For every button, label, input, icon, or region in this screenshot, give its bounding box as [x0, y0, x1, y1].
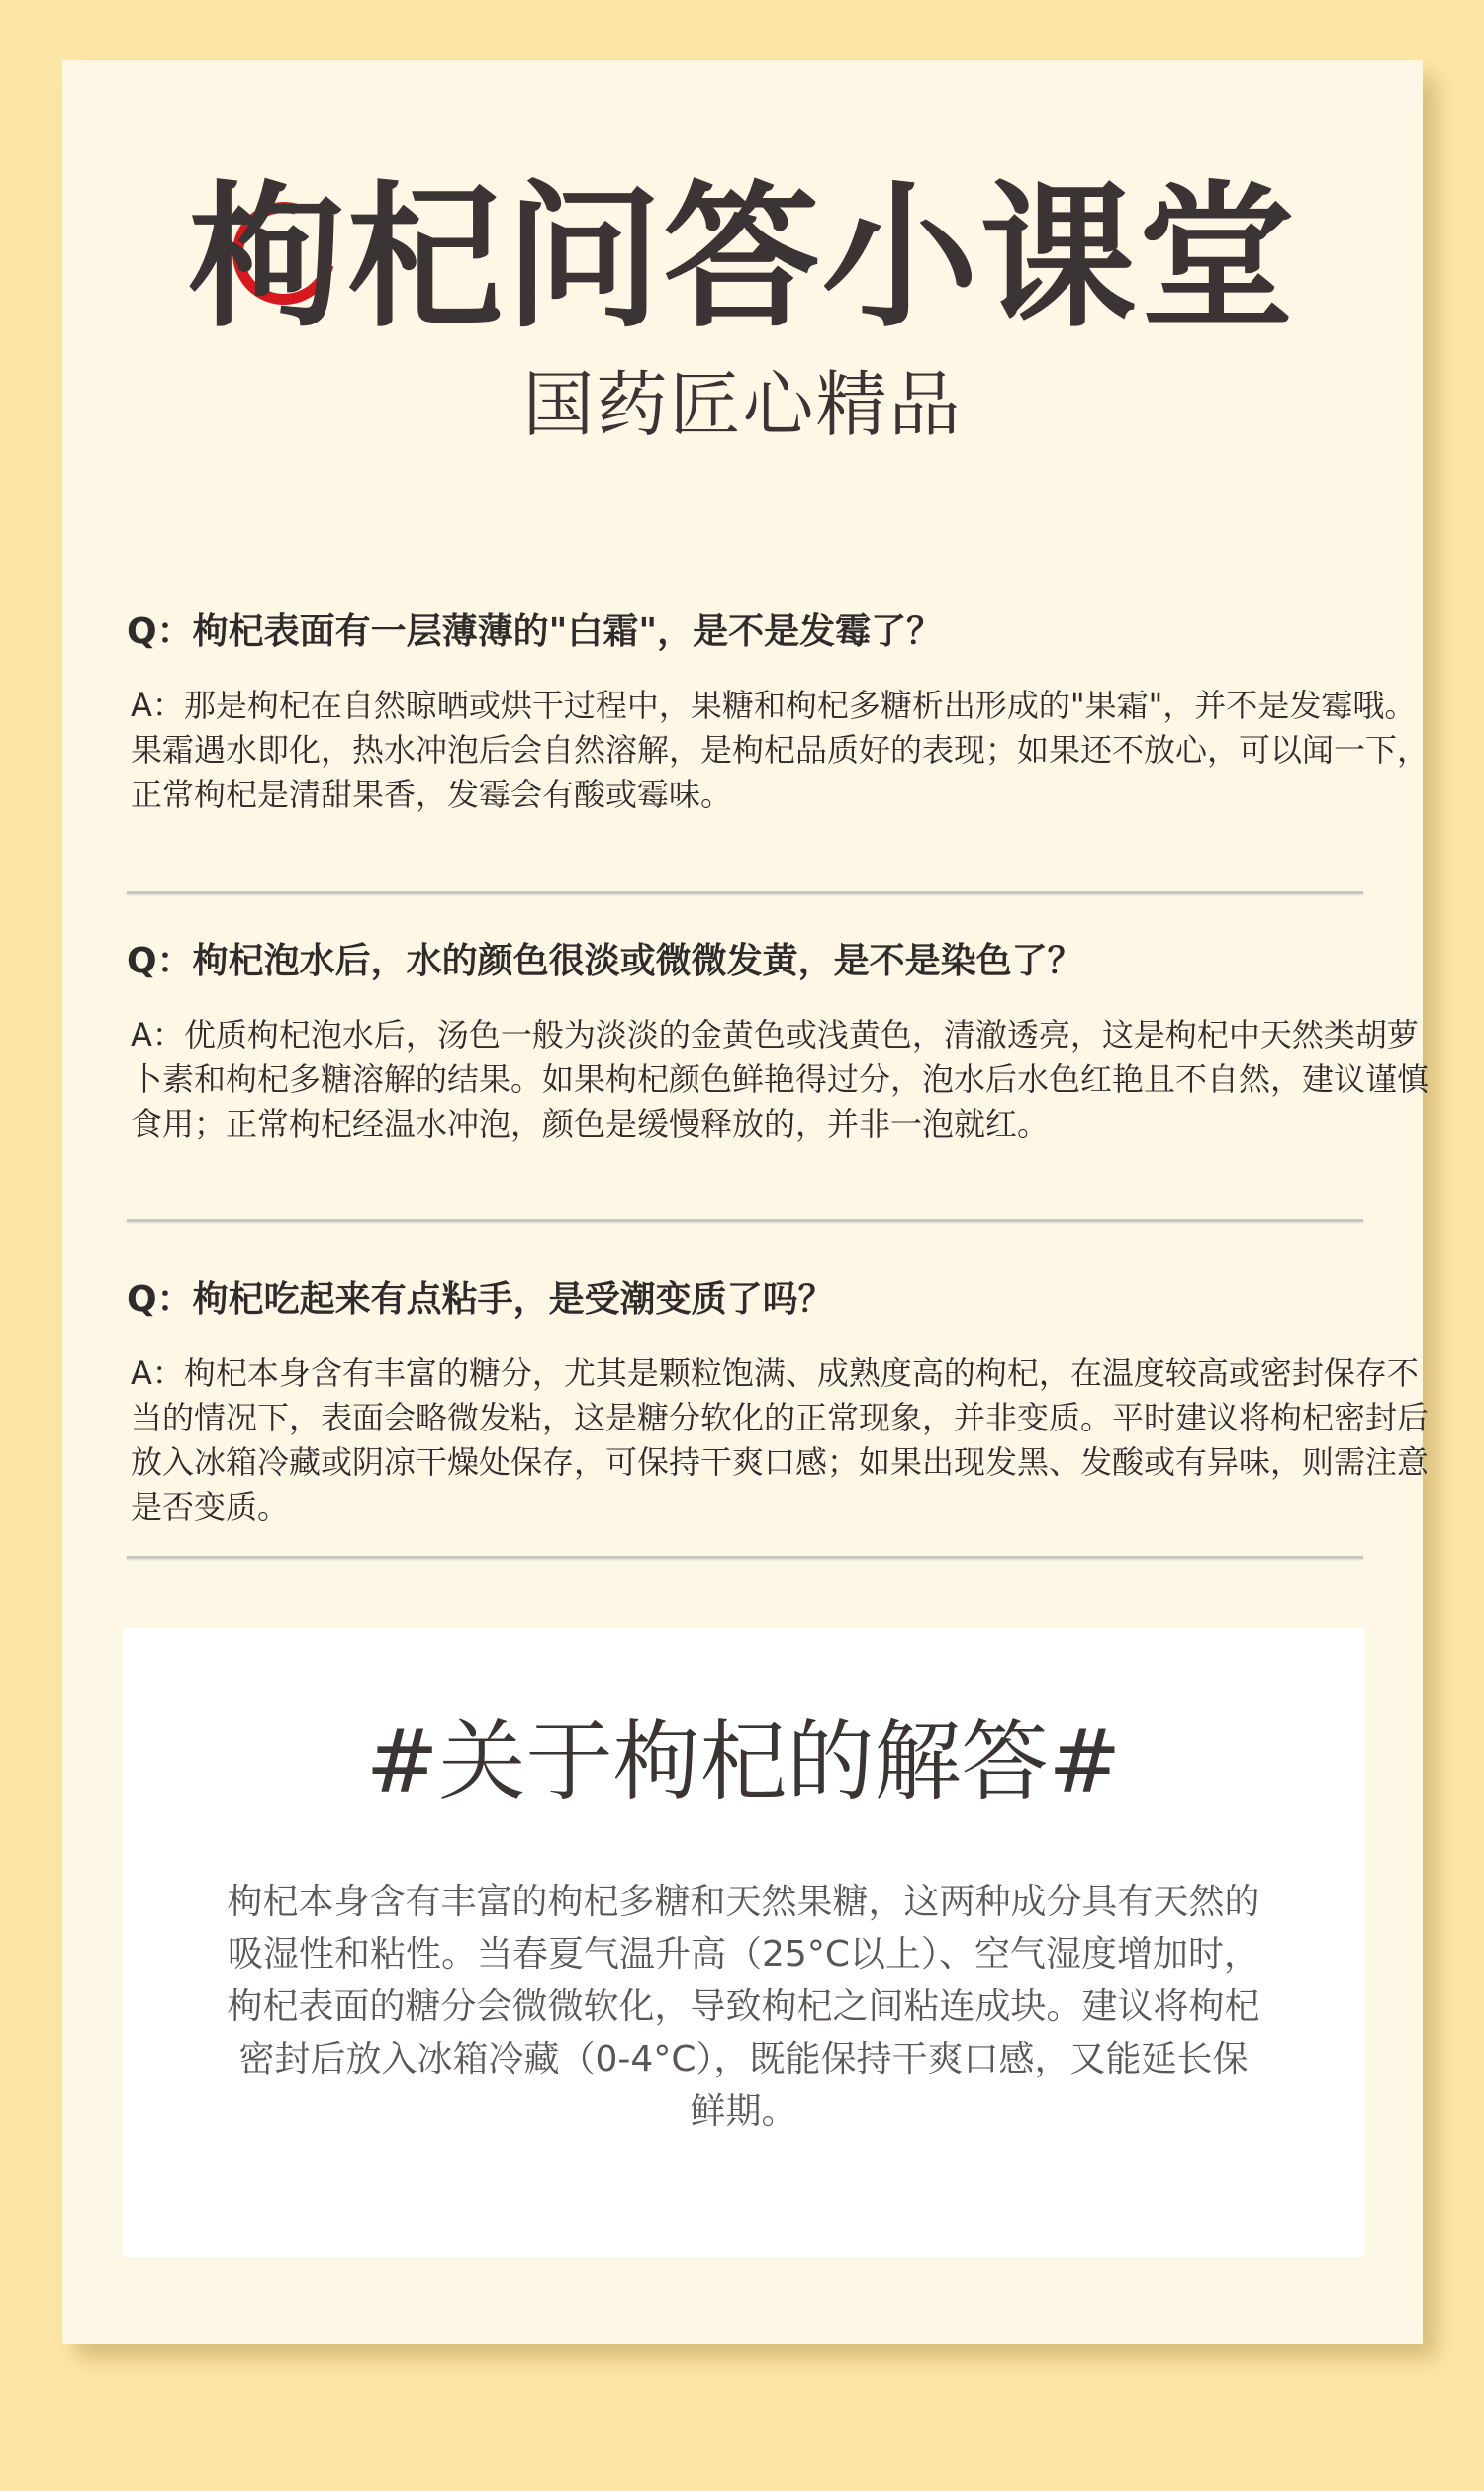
qa-item-2	[127, 934, 1438, 1147]
answer-section-title: #关于枸杞的解答#	[365, 1710, 1122, 1812]
answer-3: A：枸杞本身含有丰富的糖分，尤其是颗粒饱满、成熟度高的枸杞，在温度较高或密封保存不当的情况下，表面会略微发粘，这是糖分软化的正常现象，并非变质。平时建议将枸杞密封后放入冰箱冷藏或阴凉干燥处保存，可保持干爽口感；如果出现发黑、发酸或有异味，则需注意是否变质。	[131, 1354, 1430, 1525]
header	[62, 159, 1423, 357]
divider-3	[127, 1556, 1363, 1559]
qa-item-1	[127, 604, 1438, 817]
question-2: Q：枸杞泡水后，水的颜色很淡或微微发黄，是不是染色了？	[127, 941, 1083, 981]
page-title: 枸杞问答小课堂	[188, 167, 1297, 349]
divider-1	[127, 891, 1363, 894]
question-3: Q：枸杞吃起来有点粘手，是受潮变质了吗？	[127, 1279, 834, 1320]
content-card	[62, 60, 1430, 2344]
answer-2: A：优质枸杞泡水后，汤色一般为淡淡的金黄色或浅黄色，清澈透亮，这是枸杞中天然类胡萝卜素和枸杞多糖溶解的结果。如果枸杞颜色鲜艳得过分，泡水后水色红艳且不自然，建议谨慎食用；正常枸杞经温水冲泡，颜色是缓慢释放的，并非一泡就红。	[131, 1016, 1430, 1143]
answer-section	[123, 1628, 1364, 2257]
page-subtitle: 国药匠心精品	[522, 363, 963, 446]
divider-2	[127, 1219, 1363, 1222]
answer-section-body: 枸杞本身含有丰富的枸杞多糖和天然果糖，这两种成分具有天然的吸湿性和粘性。当春夏气温升高（25°C以上）、空气湿度增加时，枸杞表面的糖分会微微软化，导致枸杞之间粘连成块。建议将枸杞密封后放入冰箱冷藏（0-4°C），既能保持干爽口感，又能延长保鲜期。	[227, 1882, 1260, 2132]
answer-1: A：那是枸杞在自然晾晒或烘干过程中，果糖和枸杞多糖析出形成的"果霜"，并不是发霉哦。果霜遇水即化，热水冲泡后会自然溶解，是枸杞品质好的表现；如果还不放心，可以闻一下，正常枸杞是清甜果香，发霉会有酸或霉味。	[131, 687, 1430, 813]
question-1: Q：枸杞表面有一层薄薄的"白霜"，是不是发霉了？	[127, 611, 943, 652]
qa-item-3	[127, 1272, 1438, 1529]
